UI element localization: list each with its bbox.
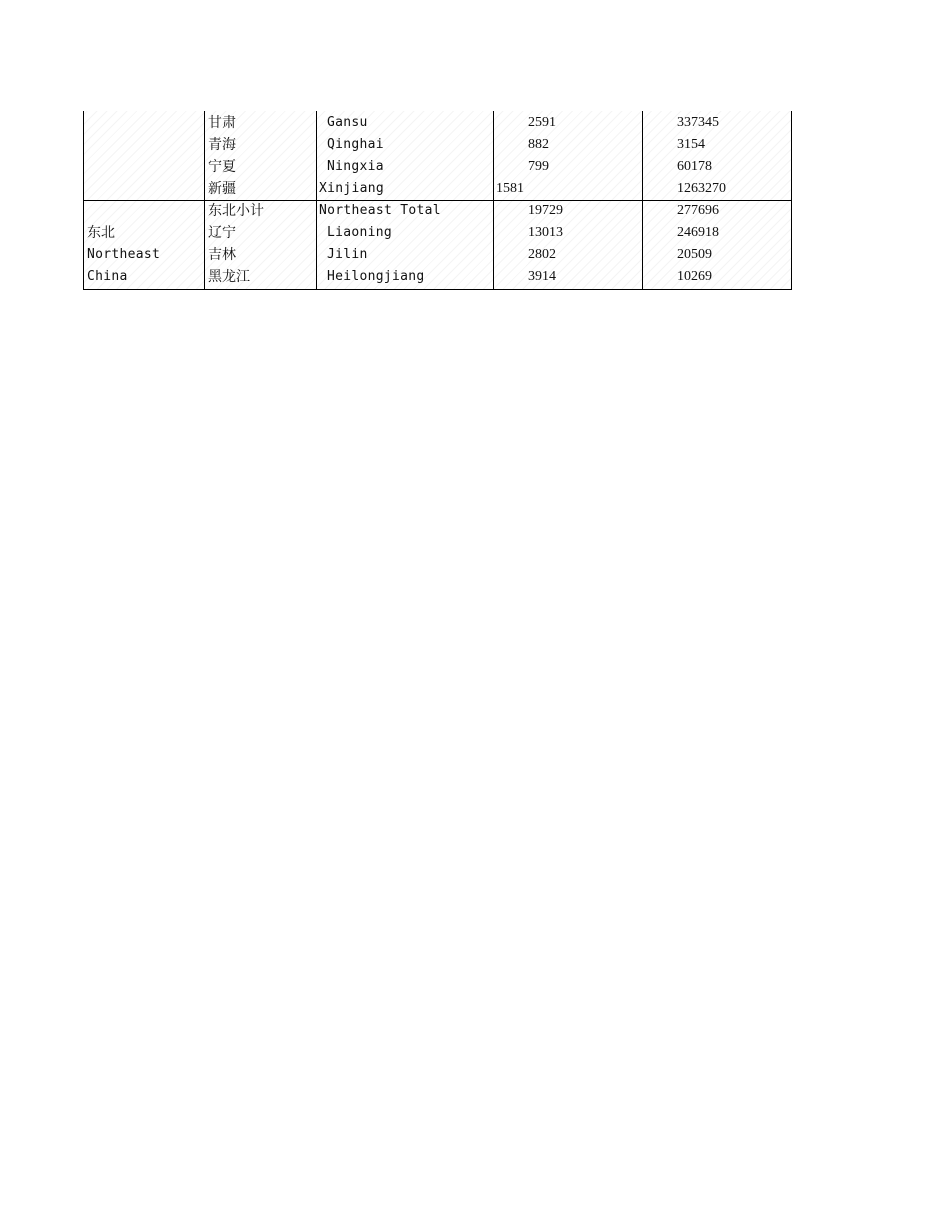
value-2: 10269 [677, 269, 712, 284]
data-table [83, 111, 792, 290]
value-1: 19729 [528, 203, 563, 218]
province-en: Gansu [327, 115, 368, 130]
subtotal-en: Northeast Total [319, 203, 441, 218]
value-2: 3154 [677, 137, 705, 152]
subtotal-cn: 东北小计 [208, 203, 264, 219]
region-label-cn: 东北 [87, 225, 115, 241]
value-2: 337345 [677, 115, 719, 130]
value-1: 1581 [496, 181, 524, 196]
province-en: Qinghai [327, 137, 384, 152]
value-1: 13013 [528, 225, 563, 240]
province-cn: 吉林 [208, 247, 236, 263]
province-cn: 黑龙江 [208, 269, 250, 285]
province-cn: 青海 [208, 137, 236, 153]
value-2: 20509 [677, 247, 712, 262]
value-2: 246918 [677, 225, 719, 240]
province-cn: 甘肃 [208, 115, 236, 131]
value-1: 2591 [528, 115, 556, 130]
value-1: 882 [528, 137, 549, 152]
value-2: 1263270 [677, 181, 726, 196]
province-cn: 新疆 [208, 181, 236, 197]
province-en: Heilongjiang [327, 269, 425, 284]
province-cn: 宁夏 [208, 159, 236, 175]
value-2: 277696 [677, 203, 719, 218]
value-1: 3914 [528, 269, 556, 284]
province-en: Xinjiang [319, 181, 385, 196]
value-1: 2802 [528, 247, 556, 262]
province-cn: 辽宁 [208, 225, 236, 241]
value-1: 799 [528, 159, 549, 174]
province-en: Jilin [327, 247, 368, 262]
province-en: Liaoning [327, 225, 393, 240]
value-2: 60178 [677, 159, 712, 174]
region-label-en: China [87, 269, 128, 284]
province-en: Ningxia [327, 159, 384, 174]
region-label-en: Northeast [87, 247, 161, 262]
